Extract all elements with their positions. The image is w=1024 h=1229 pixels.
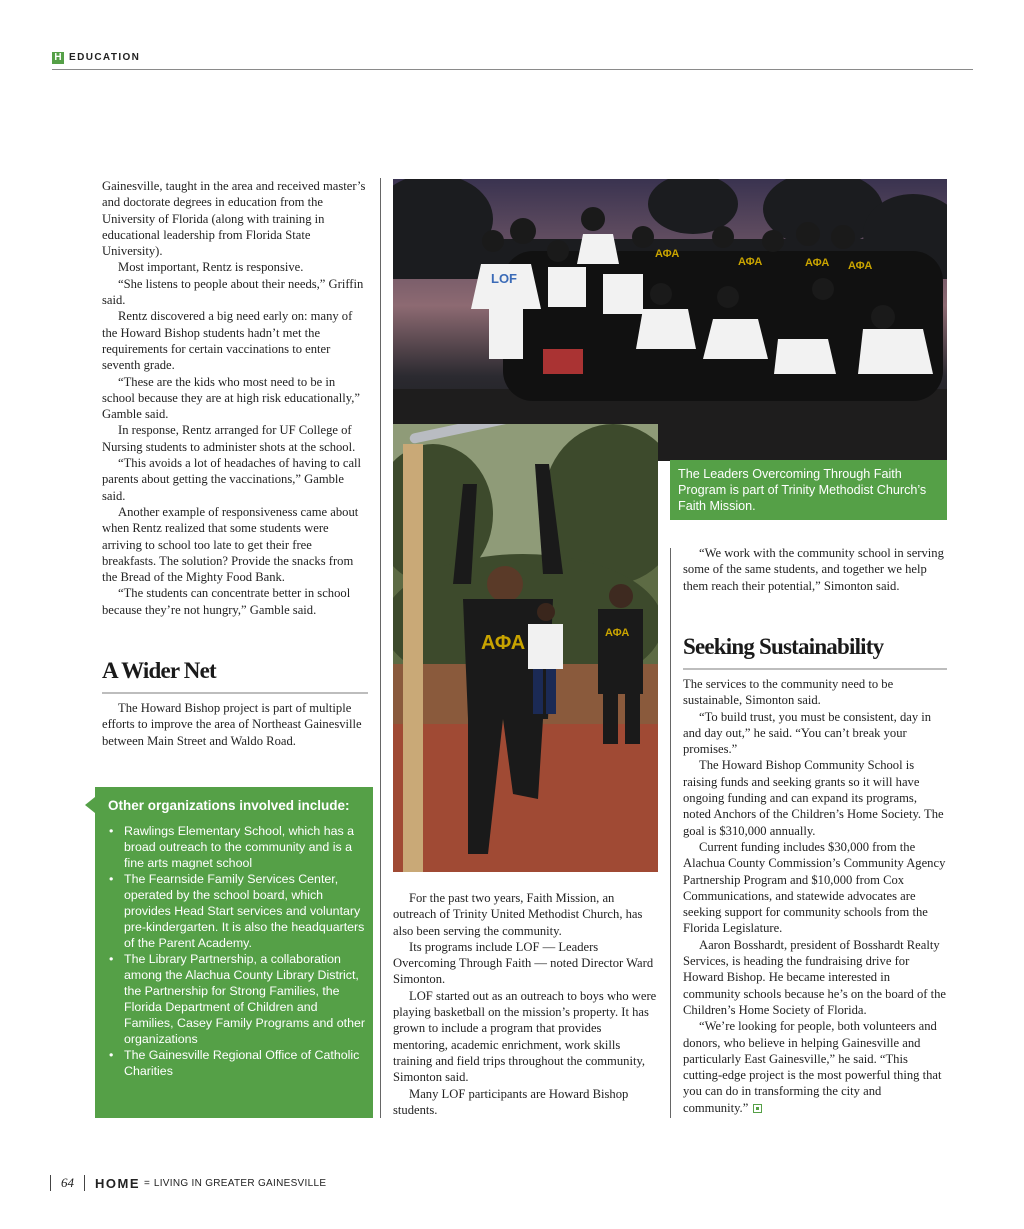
- paragraph: Rentz discovered a big need early on: many of the Howard Bishop students hadn’t met the requirements for certain vaccinations to enter seventh grade.: [102, 309, 353, 373]
- list-item: • The Gainesville Regional Office of Catholic Charities: [108, 1047, 366, 1079]
- paragraph: [683, 1018, 947, 1116]
- article-column-1: [102, 178, 368, 618]
- column-divider: [380, 178, 381, 1118]
- paragraph: The services to the community need to be sustainable, Simonton said.: [683, 677, 894, 708]
- list-item: • The Library Partnership, a collaboration among the Alachua County Library District, the Partnership for Strong Families, the Florida Department of Children and Families, Casey Family Programs and other organizations: [108, 951, 366, 1047]
- article-column-1-continued: [102, 700, 368, 749]
- subhead-rule: [102, 692, 368, 694]
- subhead-rule: [683, 668, 947, 670]
- svg-text:LOF: LOF: [491, 271, 517, 286]
- paragraph: “She listens to people about their needs,” Griffin said.: [102, 276, 364, 308]
- paragraph: Many LOF participants are Howard Bishop students.: [393, 1086, 629, 1117]
- paragraph: Aaron Bosshardt, president of Bosshardt Realty Services, is heading the fundraising drive for Howard Bishop. He became interested in community schools because he’s on the board of the Children’s Home Society of Florida.: [683, 937, 947, 1017]
- sidebar-list: [108, 823, 366, 1079]
- paragraph: The Howard Bishop Community School is raising funds and seeking grants so it will have ongoing funding and can expand its programs, noted Anchors of the Children’s Home Society. The goal is $310,000 annually.: [683, 758, 944, 838]
- group-photo: [393, 179, 947, 461]
- pull-up-photo: [393, 424, 658, 872]
- paragraph: “These are the kids who most need to be in school because they are at high risk educationally,” Gamble said.: [102, 374, 360, 422]
- section-label: EDUCATION: [69, 52, 141, 63]
- footer-divider: [84, 1175, 85, 1191]
- svg-text:ΑΦΑ: ΑΦΑ: [481, 632, 526, 654]
- paragraph: Its programs include LOF — Leaders Overcoming Through Faith — noted Director Ward Simonton.: [393, 939, 654, 987]
- svg-text:ΑΦΑ: ΑΦΑ: [738, 256, 763, 268]
- paragraph: The Howard Bishop project is part of multiple efforts to improve the area of Northeast Gainesville between Main Street and Waldo Road.: [102, 701, 362, 748]
- article-column-3-continued: [683, 676, 947, 1116]
- column-divider: [670, 548, 671, 1118]
- footer-separator: =: [144, 1177, 150, 1189]
- paragraph: LOF started out as an outreach to boys who were playing basketball on the mission’s property. It has grown to include a program that provides mentoring, academic enrichment, work skills training and field trips throughout the community, Simonton said.: [393, 988, 657, 1085]
- paragraph: In response, Rentz arranged for UF College of Nursing students to administer shots at the school.: [102, 423, 356, 454]
- subhead-a-wider-net: A Wider Net: [102, 658, 216, 683]
- article-column-3: [683, 545, 947, 594]
- paragraph: Gainesville, taught in the area and received master’s and doctorate degrees in education from the University of Florida (along with training in educational leadership from Florida State University).: [102, 179, 366, 259]
- sidebar-title: Other organizations involved include:: [108, 798, 350, 813]
- magazine-name: HOME: [95, 1175, 140, 1191]
- paragraph: Current funding includes $30,000 from the Alachua County Commission’s Community Agency Partnership Program and $10,000 from Cox Communications, and statewide advocates are seeking support for community schools from the Florida Legislature.: [683, 839, 946, 936]
- paragraph: Another example of responsiveness came about when Rentz realized that some students were arriving to school too late to get their free breakfasts. The solution? Provide the snacks from the Bread of the Mighty Food Bank.: [102, 504, 359, 585]
- group-photo-image: [393, 179, 947, 461]
- home-logo-icon: H: [52, 52, 64, 64]
- magazine-tagline: LIVING IN GREATER GAINESVILLE: [153, 1177, 327, 1189]
- paragraph: Most important, Rentz is responsive.: [118, 260, 304, 275]
- svg-text:ΑΦΑ: ΑΦΑ: [805, 257, 830, 269]
- paragraph: For the past two years, Faith Mission, an outreach of Trinity United Methodist Church, has also been serving the community.: [393, 891, 643, 938]
- page-number: 64: [61, 1175, 74, 1190]
- paragraph-text: “We’re looking for people, both volunteers and donors, who believe in helping Gainesville and particularly East Gainesville,” he said. “This cutting-edge project is the most powerful thing that you can do in transforming the city and community.”: [683, 1019, 942, 1115]
- list-item: • Rawlings Elementary School, which has a broad outreach to the community and is a fine arts magnet school: [108, 823, 366, 871]
- sidebar-notch: [85, 797, 95, 813]
- organizations-sidebar: [95, 787, 373, 1118]
- article-column-2: [393, 890, 659, 1118]
- svg-text:ΑΦΑ: ΑΦΑ: [848, 260, 873, 272]
- svg-text:ΑΦΑ: ΑΦΑ: [655, 248, 680, 260]
- end-of-story-icon: [753, 1104, 762, 1113]
- list-item: • The Fearnside Family Services Center, operated by the school board, which provides Head Start services and voluntary pre-kindergarten. It is also the headquarters of the Parent Academy.: [108, 871, 366, 951]
- paragraph: “To build trust, you must be consistent, day in and day out,” he said. “You can’t break your promises.”: [683, 709, 932, 757]
- footer-divider: [50, 1175, 51, 1191]
- photo-caption: The Leaders Overcoming Through Faith Program is part of Trinity Methodist Church’s Faith Mission.: [670, 460, 947, 520]
- pull-up-photo-image: [393, 424, 658, 872]
- page-footer: [50, 1172, 326, 1194]
- paragraph: “The students can concentrate better in school because they’re not hungry,” Gamble said.: [102, 586, 351, 617]
- subhead-seeking-sustainability: Seeking Sustainability: [683, 634, 884, 659]
- page-header: [52, 50, 973, 70]
- paragraph: “We work with the community school in serving some of the same students, and together we help them reach their potential,” Simonton said.: [683, 546, 944, 593]
- paragraph: “This avoids a lot of headaches of having to call parents about getting the vaccinations,” Gamble said.: [102, 456, 362, 503]
- svg-text:ΑΦΑ: ΑΦΑ: [605, 627, 630, 639]
